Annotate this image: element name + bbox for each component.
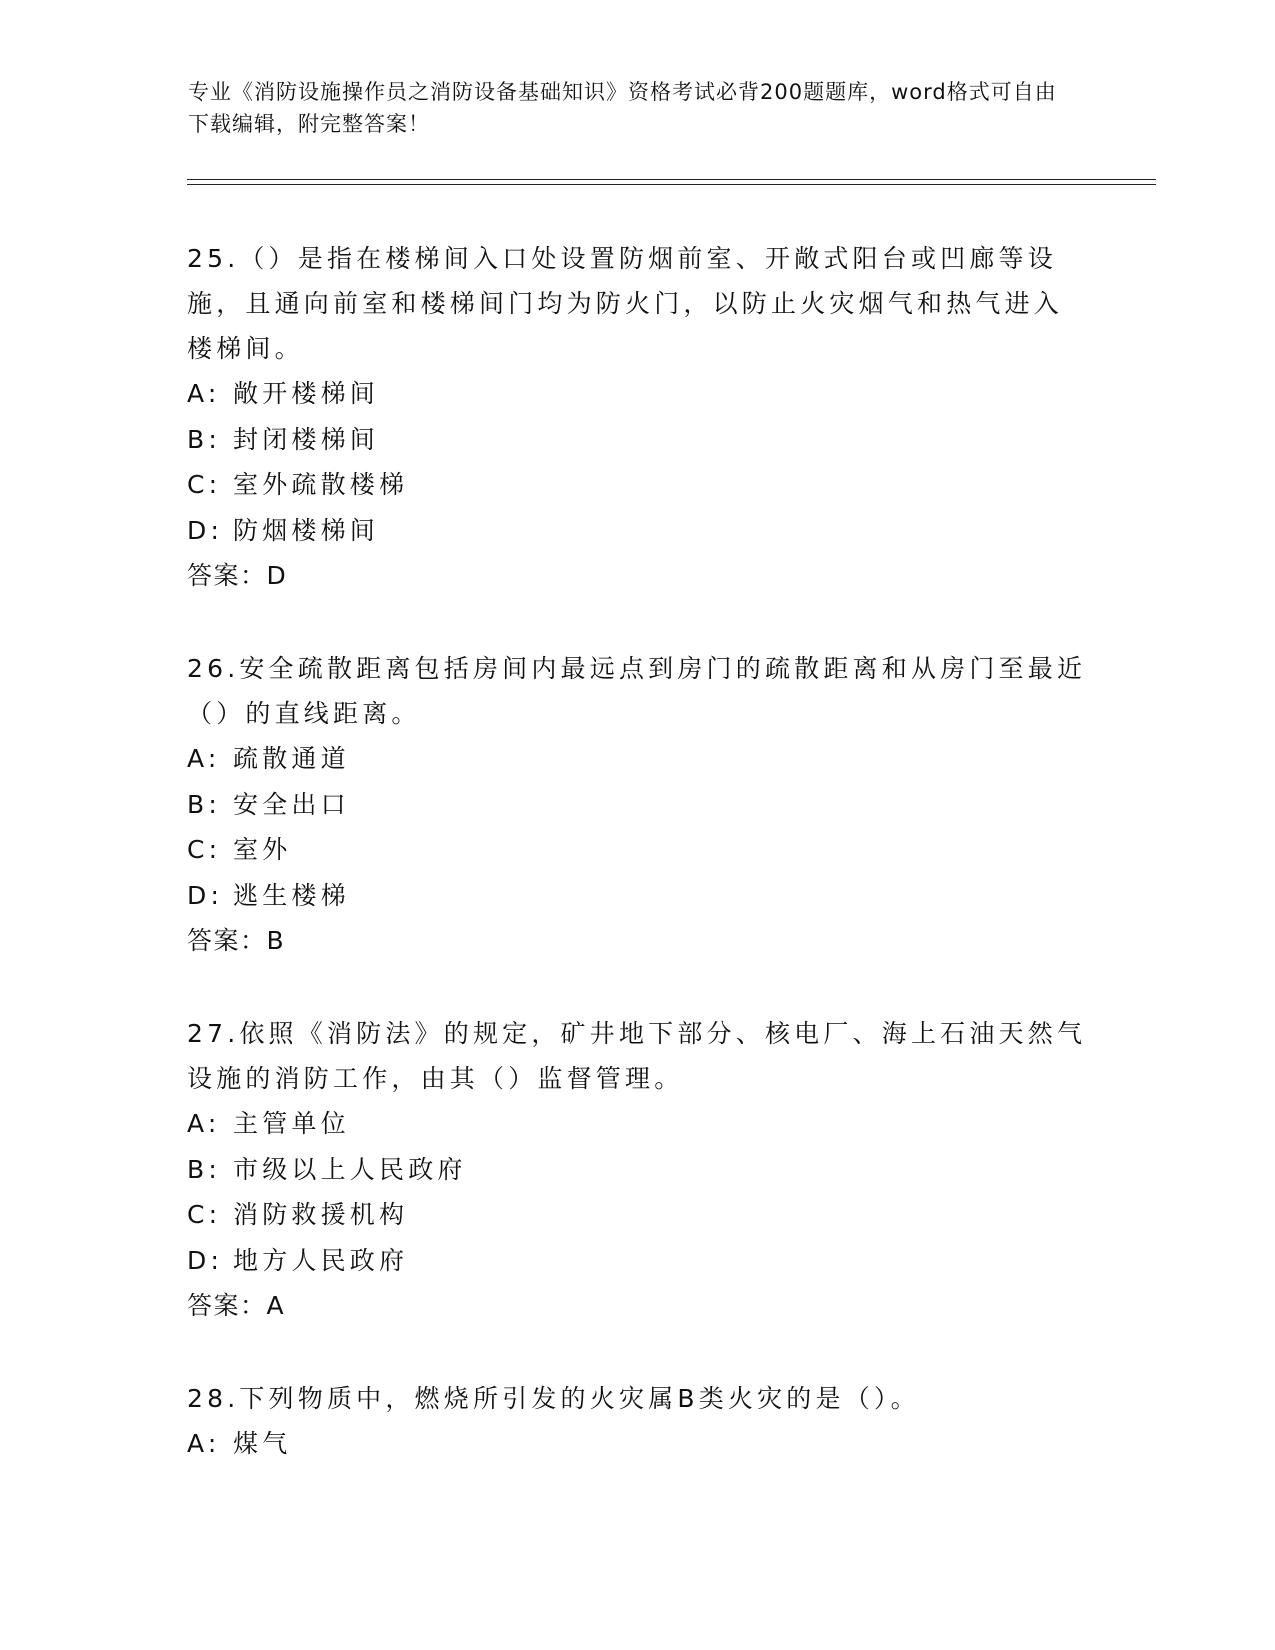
option-letter: D: xyxy=(187,1245,224,1275)
option-text: 室外 xyxy=(233,835,292,864)
header-divider-top xyxy=(187,179,1156,180)
question-text: 26.安全疏散距离包括房间内最远点到房门的疏散距离和从房门至最近（）的直线距离。 xyxy=(187,654,1087,728)
option-letter: D: xyxy=(187,880,224,910)
option-a xyxy=(187,736,1087,782)
option-letter: A: xyxy=(187,1109,221,1138)
question-text: 25.（）是指在楼梯间入口处设置防烟前室、开敞式阳台或凹廊等设施，且通向前室和楼梯间门均为防火门，以防止火灾烟气和热气进入楼梯间。 xyxy=(187,244,1064,363)
option-letter: B: xyxy=(187,789,221,819)
option-letter: B: xyxy=(187,1154,221,1184)
option-d xyxy=(187,508,1087,554)
option-c xyxy=(187,1192,1087,1238)
option-text: 室外疏散楼梯 xyxy=(233,470,409,499)
question-27 xyxy=(187,1011,1087,1329)
answer-line: 答案：A xyxy=(187,1291,286,1320)
option-text: 敞开楼梯间 xyxy=(233,379,380,408)
question-26 xyxy=(187,646,1087,964)
option-letter: C: xyxy=(187,1200,222,1229)
answer-line: 答案：B xyxy=(187,926,286,955)
option-b xyxy=(187,417,1087,463)
option-letter: B: xyxy=(187,424,221,454)
option-text: 安全出口 xyxy=(233,789,350,819)
option-c xyxy=(187,827,1087,873)
document-header: 专业《消防设施操作员之消防设备基础知识》资格考试必背200题题库，word格式可自由下载编辑，附完整答案！ xyxy=(188,80,1057,136)
question-list xyxy=(187,236,1087,1514)
option-letter: A: xyxy=(187,744,221,773)
option-d xyxy=(187,1238,1087,1284)
option-b xyxy=(187,782,1087,828)
option-a xyxy=(187,371,1087,417)
option-text: 主管单位 xyxy=(233,1109,350,1138)
question-text: 27.依照《消防法》的规定，矿井地下部分、核电厂、海上石油天然气设施的消防工作，由其（）监督管理。 xyxy=(187,1019,1087,1093)
question-28 xyxy=(187,1376,1087,1467)
option-text: 封闭楼梯间 xyxy=(233,424,380,454)
option-b xyxy=(187,1147,1087,1193)
option-d xyxy=(187,873,1087,919)
option-text: 市级以上人民政府 xyxy=(233,1154,467,1184)
answer-line: 答案：D xyxy=(187,561,288,590)
option-text: 防烟楼梯间 xyxy=(233,515,380,545)
option-c xyxy=(187,462,1087,508)
option-text: 煤气 xyxy=(233,1429,292,1458)
option-text: 逃生楼梯 xyxy=(233,880,350,910)
question-text: 28.下列物质中，燃烧所引发的火灾属B类火灾的是（）。 xyxy=(187,1384,920,1413)
option-letter: C: xyxy=(187,835,222,864)
option-a xyxy=(187,1101,1087,1147)
header-divider-bottom xyxy=(187,184,1156,185)
question-25 xyxy=(187,236,1087,599)
option-letter: A: xyxy=(187,379,221,408)
option-text: 消防救援机构 xyxy=(233,1200,409,1229)
option-text: 地方人民政府 xyxy=(233,1245,409,1275)
option-letter: A: xyxy=(187,1429,221,1458)
option-text: 疏散通道 xyxy=(233,744,350,773)
option-letter: C: xyxy=(187,470,222,499)
option-a xyxy=(187,1421,1087,1467)
option-letter: D: xyxy=(187,515,224,545)
